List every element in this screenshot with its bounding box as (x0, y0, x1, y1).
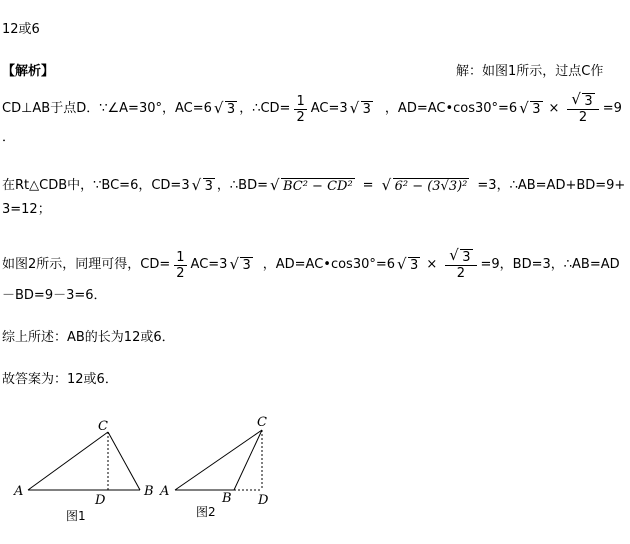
sqrt-3: √ 3 (214, 101, 237, 118)
equals-sign: = (362, 178, 374, 193)
sqrt-numeric: √ 6² − (3√3)² (382, 178, 470, 195)
fig1-label-d: D (95, 493, 106, 508)
solution-intro: 解：如图1所示，过点C作 (456, 64, 604, 79)
solution-line-2 (2, 172, 625, 200)
sqrt-3: √ 3 (519, 101, 542, 118)
fig2-label-b: B (222, 491, 232, 506)
figures (0, 404, 630, 544)
line3-part-b: AC=3 (190, 257, 228, 272)
fraction-sqrt3-over-2: √ $\frac{3}{2}$ (445, 249, 476, 281)
analysis-tag: 【解析】 (2, 64, 55, 79)
final-answer-text: 故答案为：12或6． (2, 372, 118, 387)
line3-part-d: =9，BD=3，∴AB=AD (480, 257, 620, 272)
line2-part-c: =3，∴AB=AD+BD=9+ (477, 178, 626, 193)
times-sign: × (426, 257, 438, 272)
line1-part-c: AC=3 (310, 101, 348, 116)
line2-continuation: 3=12； (2, 202, 51, 217)
fig2-label-c: C (257, 415, 267, 430)
line2-part-a: 在Rt△CDB中，∵BC=6，CD=3 (2, 178, 190, 193)
fig2-label-a: A (160, 484, 170, 499)
solution-line-1 (2, 90, 622, 128)
sqrt-3: √ 3 (350, 101, 373, 118)
sqrt-3: √ 3 (229, 257, 252, 274)
times-sign: × (548, 101, 560, 116)
fraction-half: $\frac{1}{2}$ (296, 93, 305, 125)
fraction-half: $\frac{1}{2}$ (176, 249, 185, 281)
line3-part-a: 如图2所示，同理可得，CD= (2, 257, 171, 272)
line3-continuation: －BD=9－3=6． (2, 288, 107, 303)
line1-part-a: CD⊥AB于点D．∵∠A=30°，AC=6 (2, 101, 212, 116)
sqrt-3: √ 3 (192, 178, 215, 195)
line1-period: ． (2, 130, 16, 145)
sqrt-bc-cd: √ BC² − CD² (270, 178, 355, 195)
figure-1 (13, 419, 154, 523)
figure-2 (159, 415, 269, 519)
fig1-label-c: C (98, 419, 108, 434)
sqrt-3: √ 3 (397, 257, 420, 274)
line3-part-c: ，AD=AC•cos30°=6 (262, 257, 396, 272)
fig2-label-d: D (258, 493, 269, 508)
figure-2-caption: 图2 (196, 505, 216, 519)
line2-part-b: ，∴BD= (216, 178, 268, 193)
line1-part-d: ，AD=AC•cos30°=6 (384, 101, 518, 116)
fig1-label-b: B (144, 484, 154, 499)
answer-text: 12或6 (2, 22, 40, 37)
figure-1-caption: 图1 (66, 509, 86, 523)
fraction-sqrt3-over-2: √ $\frac{3}{2}$ (567, 93, 598, 125)
summary-text: 综上所述：AB的长为12或6． (2, 330, 175, 345)
fig1-label-a: A (14, 484, 24, 499)
line1-part-b: ，∴CD= (239, 101, 291, 116)
line1-part-e: =9 (602, 101, 622, 116)
solution-line-3 (2, 246, 620, 284)
